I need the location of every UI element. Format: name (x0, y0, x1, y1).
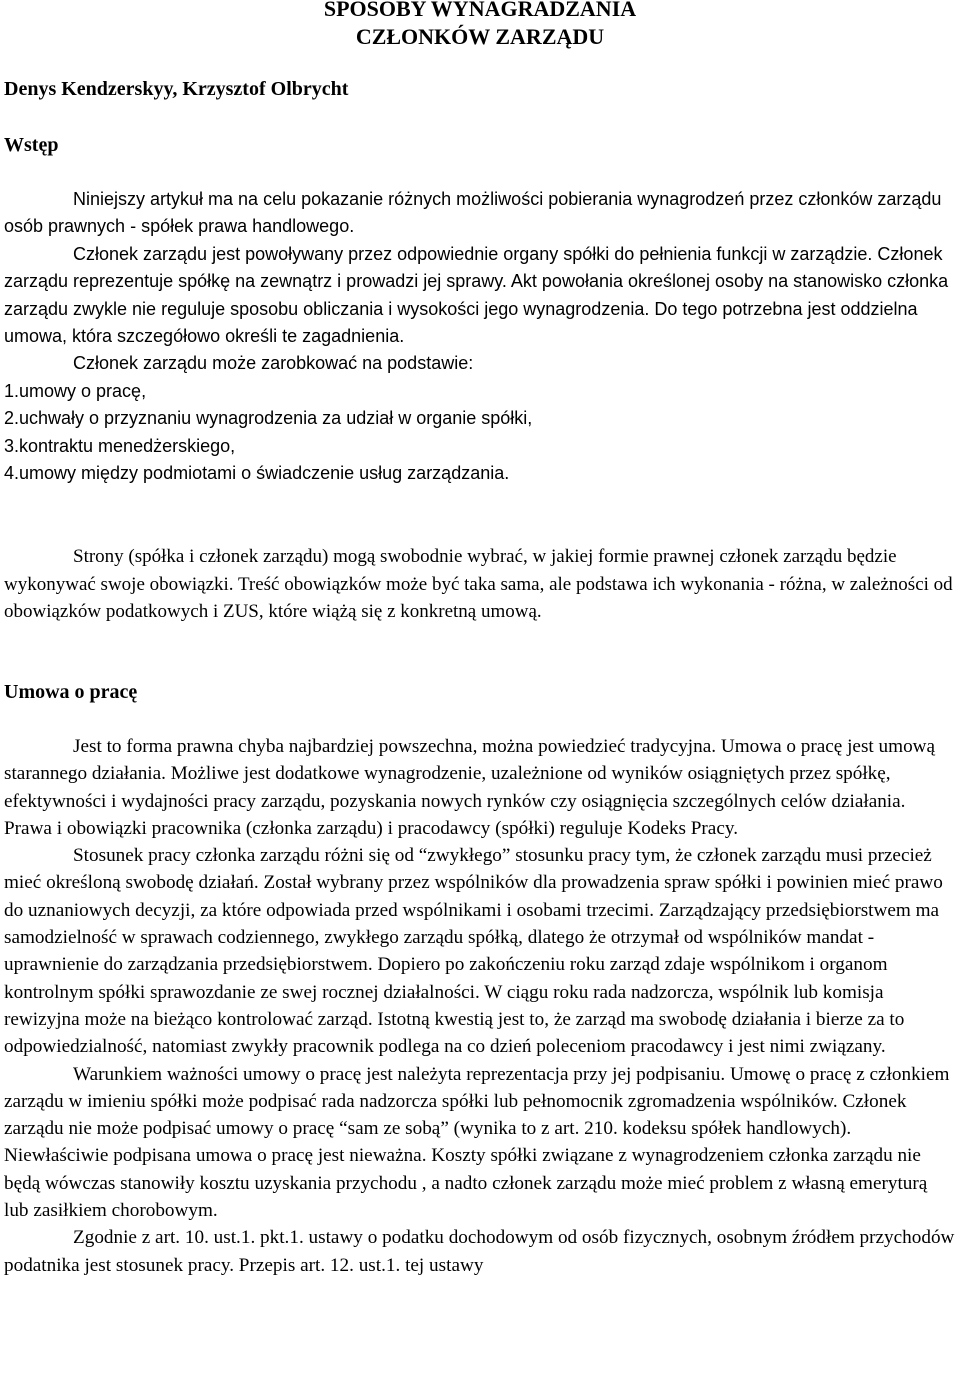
section-body (4, 733, 956, 1279)
section-paragraph-4: Zgodnie z art. 10. ust.1. pkt.1. ustawy o podatku dochodowym od osób fizycznych, osobnym źródłem przychodów podatnika jest stosunek pracy. Przepis art. 12. ust.1. tej ustawy (4, 1227, 955, 1276)
title-line-1: SPOSOBY WYNAGRADZANIA (323, 0, 637, 21)
intro-paragraph-3: Członek zarządu może zarobkować na podstawie: (73, 353, 474, 374)
authors: Denys Kendzerskyy, Krzysztof Olbrycht (4, 78, 349, 100)
section-paragraph-2: Stosunek pracy członka zarządu różni się od “zwykłego” stosunku pracy tym, że członek zarządu musi przecież mieć określoną swobodę działań. Został wybrany przez wspólników dla prowadzenia spraw spółki i powinien mieć prawo do uznaniowych decyzji, za które odpowiada przed wspólnikami i osobami trzecimi. Zarządzający przedsiębiorstwem ma samodzielność w sprawach codziennego, zwykłego zarządu spółką, dlatego że otrzymał od wspólników mandat - uprawnienie do zarządzania przedsiębiorstwem. Dopiero po zakończeniu roku zarząd zdaje wspólnikom i organom kontrolnym spółki sprawozdanie ze swej rocznej działalności. W ciągu roku rada nadzorcza, wspólnik lub komisja rewizyjna może na bieżąco kontrolować zarząd. Istotną kwestią jest to, że zarząd ma swobodę działania i bierze za to odpowiedzialność, natomiast zwykły pracownik podlega na co dzień poleceniom pracodawcy i jest nimi związany. (4, 845, 943, 1058)
intro-paragraph-1: Niniejszy artykuł ma na celu pokazanie różnych możliwości pobierania wynagrodzeń przez członków zarządu osób prawnych - spółek prawa handlowego. (4, 189, 942, 237)
section-paragraph-1: Jest to forma prawna chyba najbardziej powszechna, można powiedzieć tradycyjna. Umowa o pracę jest umową starannego działania. Możliwe jest dodatkowe wynagrodzenie, uzależnione od wyników osiągniętych przez spółkę, efektywności i wydajności pracy zarządu, pozyskania nowych rynków czy osiągnięcia szczególnych celów działania. Prawa i obowiązki pracownika (członka zarządu) i pracodawcy (spółki) reguluje Kodeks Pracy. (4, 736, 936, 839)
section-heading: Umowa o pracę (4, 681, 138, 703)
list-item: 2.uchwały o przyznaniu wynagrodzenia za udział w organie spółki, (4, 408, 533, 429)
intro-closing (4, 543, 956, 626)
list-item: 3.kontraktu menedżerskiego, (4, 435, 236, 456)
document-title (300, 0, 660, 51)
section-paragraph-3: Warunkiem ważności umowy o pracę jest należyta reprezentacja przy jej podpisaniu. Umowę o pracę z członkiem zarządu w imieniu spółki może podpisać rada nadzorcza spółki lub pełnomocnik zgromadzenia wspólników. Członek zarządu nie może podpisać umowy o pracę “sam ze sobą” (wynika to z art. 210. kodeksu spółek handlowych). Niewłaściwie podpisana umowa o pracę jest nieważna. Koszty spółki związane z wynagrodzeniem członka zarządu nie będą wówczas stanowiły kosztu uzyskania przychodu , a nadto członek zarządu może mieć problem z własną emeryturą lub zasiłkiem chorobowym. (4, 1063, 950, 1222)
list-item: 4.umowy między podmiotami o świadczenie usług zarządzania. (4, 463, 510, 484)
intro-paragraph-4: Strony (spółka i członek zarządu) mogą swobodnie wybrać, w jakiej formie prawnej członek zarządu będzie wykonywać swoje obowiązki. Treść obowiązków może być taka sama, ale podstawa ich wykonania - różna, w zależności od obowiązków podatkowych i ZUS, które wiążą się z konkretną umową. (4, 546, 953, 623)
title-line-2: CZŁONKÓW ZARZĄDU (355, 24, 605, 49)
intro-paragraph-2: Członek zarządu jest powoływany przez odpowiednie organy spółki do pełnienia funkcji w zarządzie. Członek zarządu reprezentuje spółkę na zewnątrz i prowadzi jej sprawy. Akt powołania określonej osoby na stanowisko członka zarządu zwykle nie reguluje sposobu obliczania i wysokości jego wynagrodzenia. Do tego potrzebna jest oddzielna umowa, która szczegółowo określi te zagadnienia. (4, 243, 949, 347)
intro-section (4, 186, 956, 487)
intro-heading: Wstęp (4, 134, 59, 156)
list-item: 1.umowy o pracę, (4, 380, 147, 401)
